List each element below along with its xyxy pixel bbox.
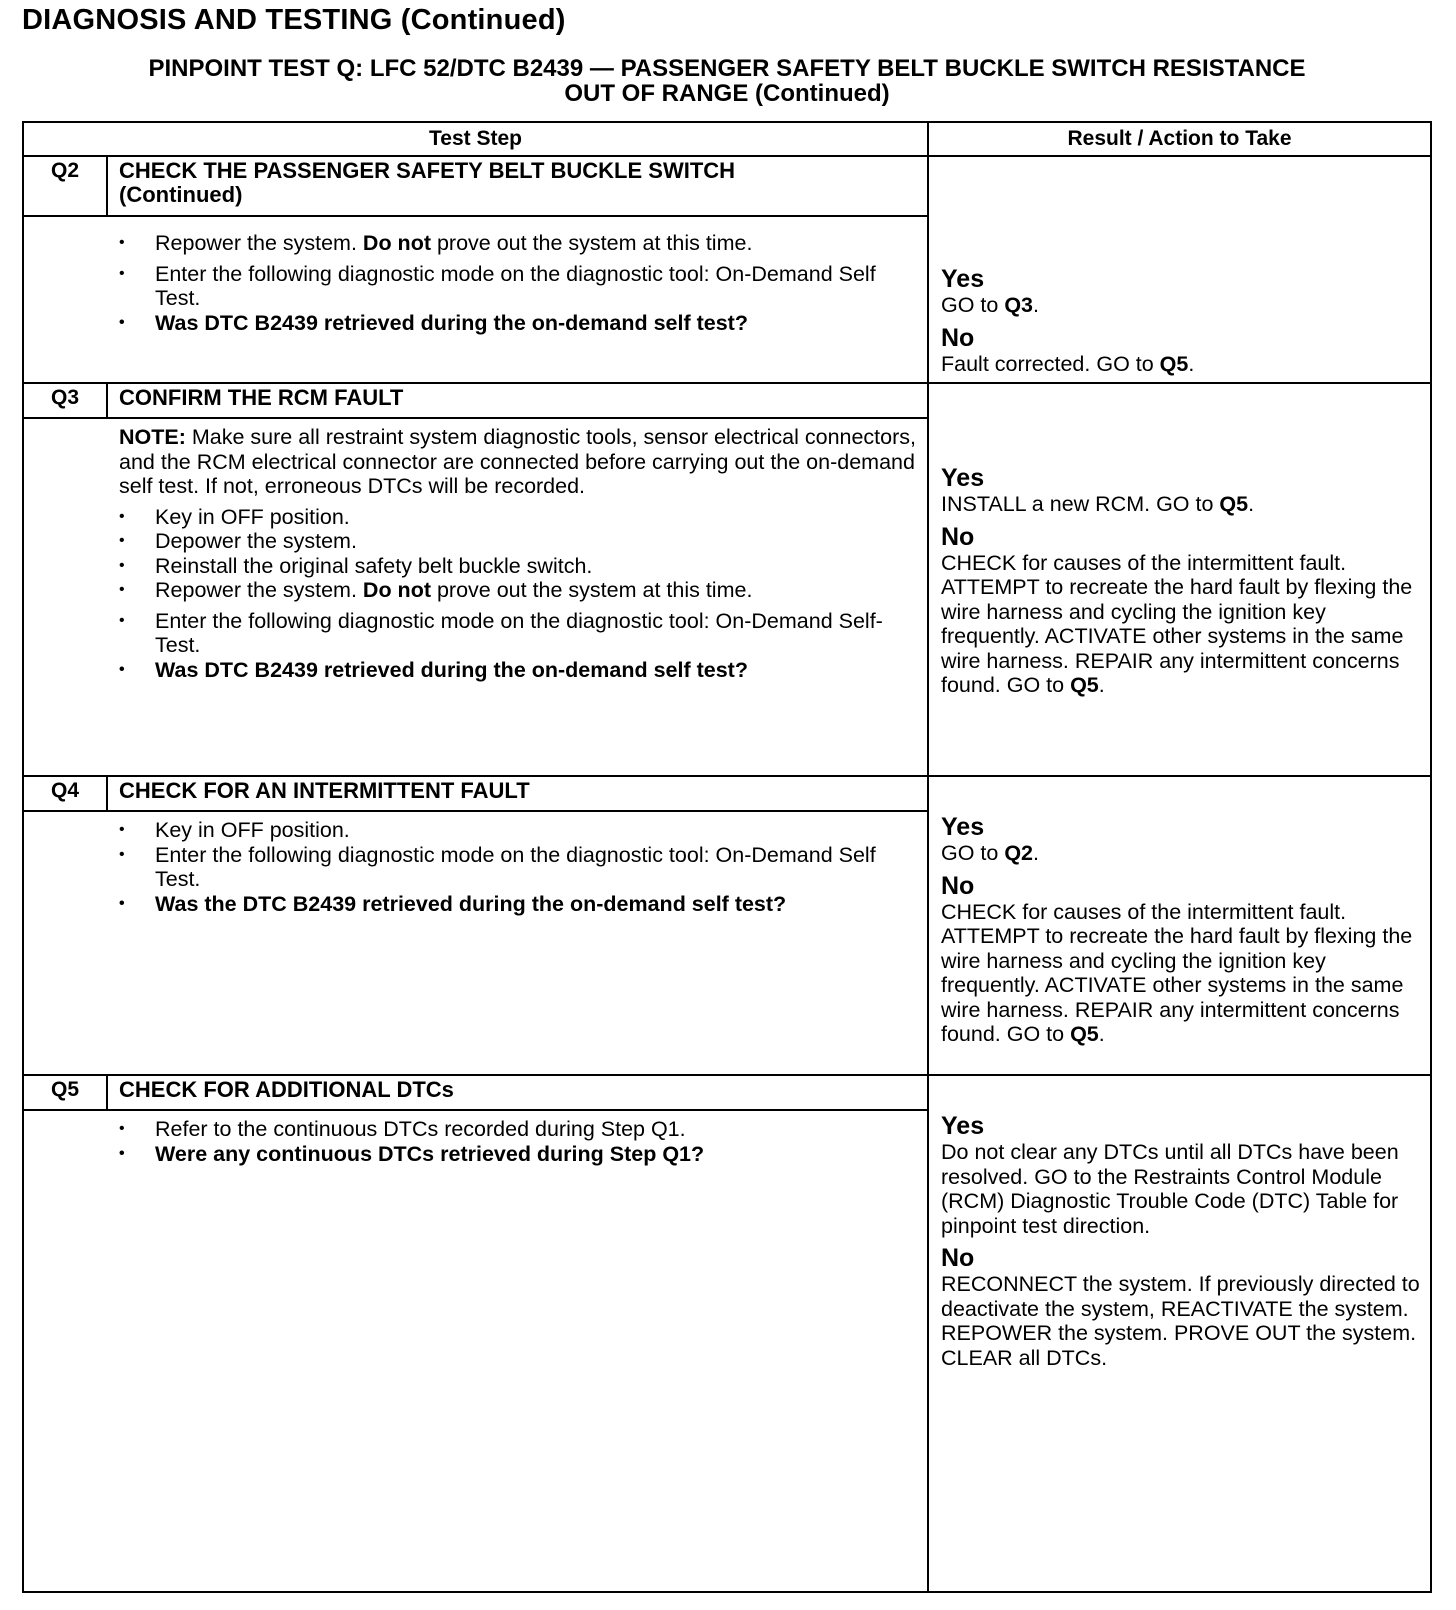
no-action: CHECK for causes of the intermittent fault. ATTEMPT to recreate the hard fault by flexing the wire harness and cycling the ignition key frequently. ACTIVATE other systems in the same wire harness. REPAIR any intermittent concerns found. GO to Q5. bbox=[941, 899, 1413, 1046]
bullet-question: • Was the DTC B2439 retrieved during the on-demand self test? bbox=[119, 892, 919, 917]
step-q5-result bbox=[941, 1112, 1421, 1370]
column-header-result-action: Result / Action to Take bbox=[929, 123, 1430, 157]
step-q5-result-cell bbox=[929, 1076, 1430, 1591]
yes-label: Yes bbox=[941, 265, 985, 293]
step-q3-result bbox=[941, 464, 1421, 698]
pinpoint-test-table bbox=[22, 121, 1432, 1593]
yes-action: INSTALL a new RCM. GO to Q5. bbox=[941, 492, 1255, 516]
step-q4-body bbox=[119, 818, 919, 916]
step-q3-body bbox=[119, 425, 919, 682]
yes-action: GO to Q3. bbox=[941, 293, 1039, 317]
bullet-question: • Was DTC B2439 retrieved during the on-demand self test? bbox=[119, 658, 919, 683]
step-id: Q3 bbox=[24, 384, 108, 417]
no-label: No bbox=[941, 1244, 975, 1272]
bullet-item: • Depower the system. bbox=[119, 529, 919, 554]
step-q5-body bbox=[119, 1117, 919, 1166]
step-q3-row bbox=[24, 384, 1430, 777]
step-q5-row bbox=[24, 1076, 1430, 1591]
step-q2-row bbox=[24, 157, 1430, 384]
step-q5-test-cell bbox=[24, 1076, 929, 1591]
pinpoint-test-title-line1: PINPOINT TEST Q: LFC 52/DTC B2439 — PASSENGER SAFETY BELT BUCKLE SWITCH RESISTANCE bbox=[148, 55, 1306, 82]
pinpoint-test-title-line2: OUT OF RANGE (Continued) bbox=[564, 80, 890, 107]
note-text: NOTE: Make sure all restraint system diagnostic tools, sensor electrical connectors, and the RCM electrical connector are connected before carrying out the on-demand self test. If not, erroneous DTCs will be recorded. bbox=[119, 425, 916, 498]
step-id: Q2 bbox=[24, 157, 108, 215]
bullet-item: • Repower the system. Do not prove out the system at this time. bbox=[119, 231, 919, 256]
yes-label: Yes bbox=[941, 1112, 985, 1140]
bullet-item: • Enter the following diagnostic mode on the diagnostic tool: On-Demand Self-Test. bbox=[119, 609, 919, 658]
pinpoint-test-title bbox=[22, 56, 1432, 106]
bullet-item: • Enter the following diagnostic mode on the diagnostic tool: On-Demand Self Test. bbox=[119, 262, 919, 311]
yes-action: GO to Q2. bbox=[941, 841, 1039, 865]
step-q3-header bbox=[24, 384, 927, 419]
yes-label: Yes bbox=[941, 464, 985, 492]
no-label: No bbox=[941, 522, 975, 551]
step-title: CONFIRM THE RCM FAULT bbox=[119, 385, 404, 410]
no-label: No bbox=[941, 871, 975, 900]
step-q2-test-cell bbox=[24, 157, 929, 382]
step-q2-result-cell bbox=[929, 157, 1430, 382]
step-title bbox=[119, 159, 919, 207]
page-title: DIAGNOSIS AND TESTING (Continued) bbox=[22, 4, 566, 36]
yes-action: Do not clear any DTCs until all DTCs have been resolved. GO to the Restraints Control Module (RCM) Diagnostic Trouble Code (DTC) Table for pinpoint test direction. bbox=[941, 1140, 1399, 1238]
no-action: CHECK for causes of the intermittent fault. ATTEMPT to recreate the hard fault by flexing the wire harness and cycling the ignition key frequently. ACTIVATE other systems in the same wire harness. REPAIR any intermittent concerns found. GO to Q5. bbox=[941, 550, 1413, 697]
step-q2-header bbox=[24, 157, 927, 217]
column-header-test-step: Test Step bbox=[24, 123, 929, 157]
step-q4-result-cell bbox=[929, 777, 1430, 1074]
no-label: No bbox=[941, 323, 975, 352]
step-title-line: (Continued) bbox=[119, 182, 243, 207]
step-title: CHECK FOR AN INTERMITTENT FAULT bbox=[119, 778, 530, 803]
step-q4-result bbox=[941, 813, 1421, 1047]
step-q3-result-cell bbox=[929, 384, 1430, 775]
step-id: Q5 bbox=[24, 1076, 108, 1109]
no-action: Fault corrected. GO to Q5. bbox=[941, 351, 1195, 376]
bullet-question: • Was DTC B2439 retrieved during the on-demand self test? bbox=[119, 311, 919, 336]
step-q5-header bbox=[24, 1076, 927, 1111]
step-q2-body bbox=[119, 231, 919, 335]
step-q3-test-cell bbox=[24, 384, 929, 775]
step-title-line: CHECK THE PASSENGER SAFETY BELT BUCKLE SWITCH bbox=[119, 158, 736, 183]
step-q4-test-cell bbox=[24, 777, 929, 1074]
bullet-item: • Enter the following diagnostic mode on the diagnostic tool: On-Demand Self Test. bbox=[119, 843, 919, 892]
step-q2-result bbox=[941, 265, 1421, 376]
step-title: CHECK FOR ADDITIONAL DTCs bbox=[119, 1077, 454, 1102]
bullet-item: • Reinstall the original safety belt buckle switch. bbox=[119, 554, 919, 579]
yes-label: Yes bbox=[941, 813, 985, 841]
step-q4-row bbox=[24, 777, 1430, 1076]
step-q4-header bbox=[24, 777, 927, 812]
no-action: RECONNECT the system. If previously directed to deactivate the system, REACTIVATE the system. REPOWER the system. PROVE OUT the system. CLEAR all DTCs. bbox=[941, 1272, 1420, 1370]
bullet-item: • Repower the system. Do not prove out the system at this time. bbox=[119, 578, 919, 603]
bullet-item: • Key in OFF position. bbox=[119, 505, 919, 530]
step-id: Q4 bbox=[24, 777, 108, 810]
bullet-item: • Key in OFF position. bbox=[119, 818, 919, 843]
bullet-item: • Refer to the continuous DTCs recorded during Step Q1. bbox=[119, 1117, 919, 1142]
bullet-question: • Were any continuous DTCs retrieved during Step Q1? bbox=[119, 1142, 919, 1167]
